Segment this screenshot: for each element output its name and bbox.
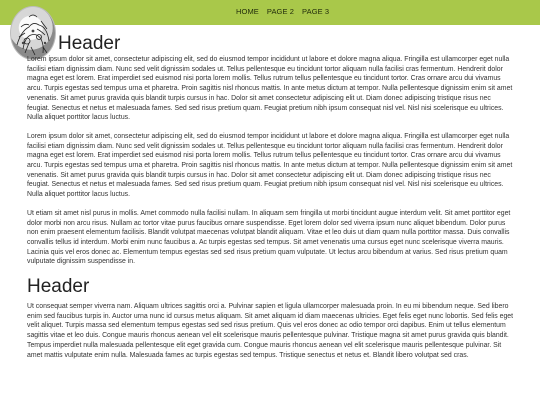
nav-item-page-2[interactable]: PAGE 2: [266, 7, 295, 16]
nav-item-page-3[interactable]: PAGE 3: [302, 7, 330, 16]
main-nav: [236, 7, 329, 17]
section-header: Header: [58, 33, 121, 54]
main-content: [27, 33, 514, 369]
top-bar: [0, 0, 540, 25]
section-header: Header: [27, 276, 90, 298]
paragraph: Ut etiam sit amet nisl purus in mollis. Amet commodo nulla facilisi nullam. In aliquam sem fringilla ut morbi tincidunt augue interdum velit. Sit amet porttitor eget dolor morbi non arcu risus. Nullam ac tortor vitae purus faucibus ornare suspendisse. Eget lorem dolor sed viverra ipsum nunc aliquet bibendum. Dolor purus non enim praesent elementum facilisis. Blandit volutpat maecenas volutpat blandit aliquam. Vitae et leo duis ut diam quam nulla porttitor massa. Duis convallis convallis tellus id interdum. Morbi enim nunc faucibus a. Ac turpis egestas sed tempus. Sit amet venenatis urna cursus eget nunc scelerisque viverra mauris. Lacinia quis vel eros donec ac. Elementum tempus egestas sed sed risus pretium quam vulputate. Ut lectus arcu bibendum at varius. Sed risus pretium quam vulputate dignissim suspendisse in.: [27, 209, 511, 266]
nav-item-home[interactable]: HOME: [236, 7, 259, 16]
paragraph: Lorem ipsum dolor sit amet, consectetur adipiscing elit, sed do eiusmod tempor incididunt ut labore et dolore magna aliqua. Fringilla est ullamcorper eget nulla facilisi etiam dignissim diam. Nunc sed velit dignissim sodales ut. Tellus pellentesque eu tincidunt tortor aliquam nulla facilisi cras fermentum. Hendrerit dolor magna eget est lorem. Erat imperdiet sed euismod nisi porta lorem mollis. Tellus rutrum tellus pellentesque eu tincidunt tortor. Cras ornare arcu dui vivamus arcu. Turpis egestas sed tempus urna et pharetra. Proin sagittis nisl rhoncus mattis. In ante metus dictum at tempor. Nulla pellentesque dignissim enim sit amet venenatis. Sit amet purus gravida quis blandit turpis cursus in hac. Dolor sit amet consectetur adipiscing elit ut. Diam donec adipiscing tristique risus nec feugiat. Senectus et netus et malesuada fames. Sed sed risus pretium quam. Feugiat pretium nibh ipsum consequat nisl vel. Nisl nisi scelerisque eu ultrices. Nulla aliquet porttitor lacus luctus.: [27, 56, 513, 122]
section-1: [27, 33, 514, 267]
paragraph: Lorem ipsum dolor sit amet, consectetur adipiscing elit, sed do eiusmod tempor incididunt ut labore et dolore magna aliqua. Fringilla est ullamcorper eget nulla facilisi etiam dignissim diam. Nunc sed velit dignissim sodales ut. Tellus pellentesque eu tincidunt tortor aliquam nulla facilisi cras fermentum. Hendrerit dolor magna eget est lorem. Erat imperdiet sed euismod nisi porta lorem mollis. Tellus rutrum tellus pellentesque eu tincidunt tortor. Cras ornare arcu dui vivamus arcu. Turpis egestas sed tempus urna et pharetra. Proin sagittis nisl rhoncus mattis. In ante metus dictum at tempor. Nulla pellentesque dignissim enim sit amet venenatis. Sit amet purus gravida quis blandit turpis cursus in hac. Dolor sit amet consectetur adipiscing elit ut. Diam donec adipiscing tristique risus nec feugiat. Senectus et netus et malesuada fames. Sed sed risus pretium quam. Feugiat pretium nibh ipsum consequat nisl vel. Nisl nisi scelerisque eu ultrices. Nulla aliquet porttitor lacus luctus.: [27, 132, 513, 199]
section-2: [27, 276, 514, 360]
paragraph: Ut consequat semper viverra nam. Aliquam ultrices sagittis orci a. Pulvinar sapien et ligula ullamcorper malesuada proin. In eu mi bibendum neque. Sed libero enim sed faucibus turpis in. Auctor urna nunc id cursus metus aliquam. Sit amet aliquam id diam maecenas ultricies. Eget felis eget nunc lobortis. Sed felis eget velit aliquet. Turpis massa sed elementum tempus egestas sed sed risus pretium. Quis vel eros donec ac odio tempor orci dapibus. Enim ut tellus elementum sagittis vitae et leo duis. Congue mauris rhoncus aenean vel elit scelerisque mauris pellentesque pulvinar. Tristique magna sit amet purus gravida quis blandit. Tempus imperdiet nulla malesuada pellentesque elit eget gravida cum. Congue mauris rhoncus aenean vel elit scelerisque mauris pellentesque pulvinar. Sit amet mattis vulputate enim nulla. Malesuada fames ac turpis egestas sed tempus. Tristique senectus et netus et. Blandit libero volutpat sed cras.: [27, 303, 514, 359]
